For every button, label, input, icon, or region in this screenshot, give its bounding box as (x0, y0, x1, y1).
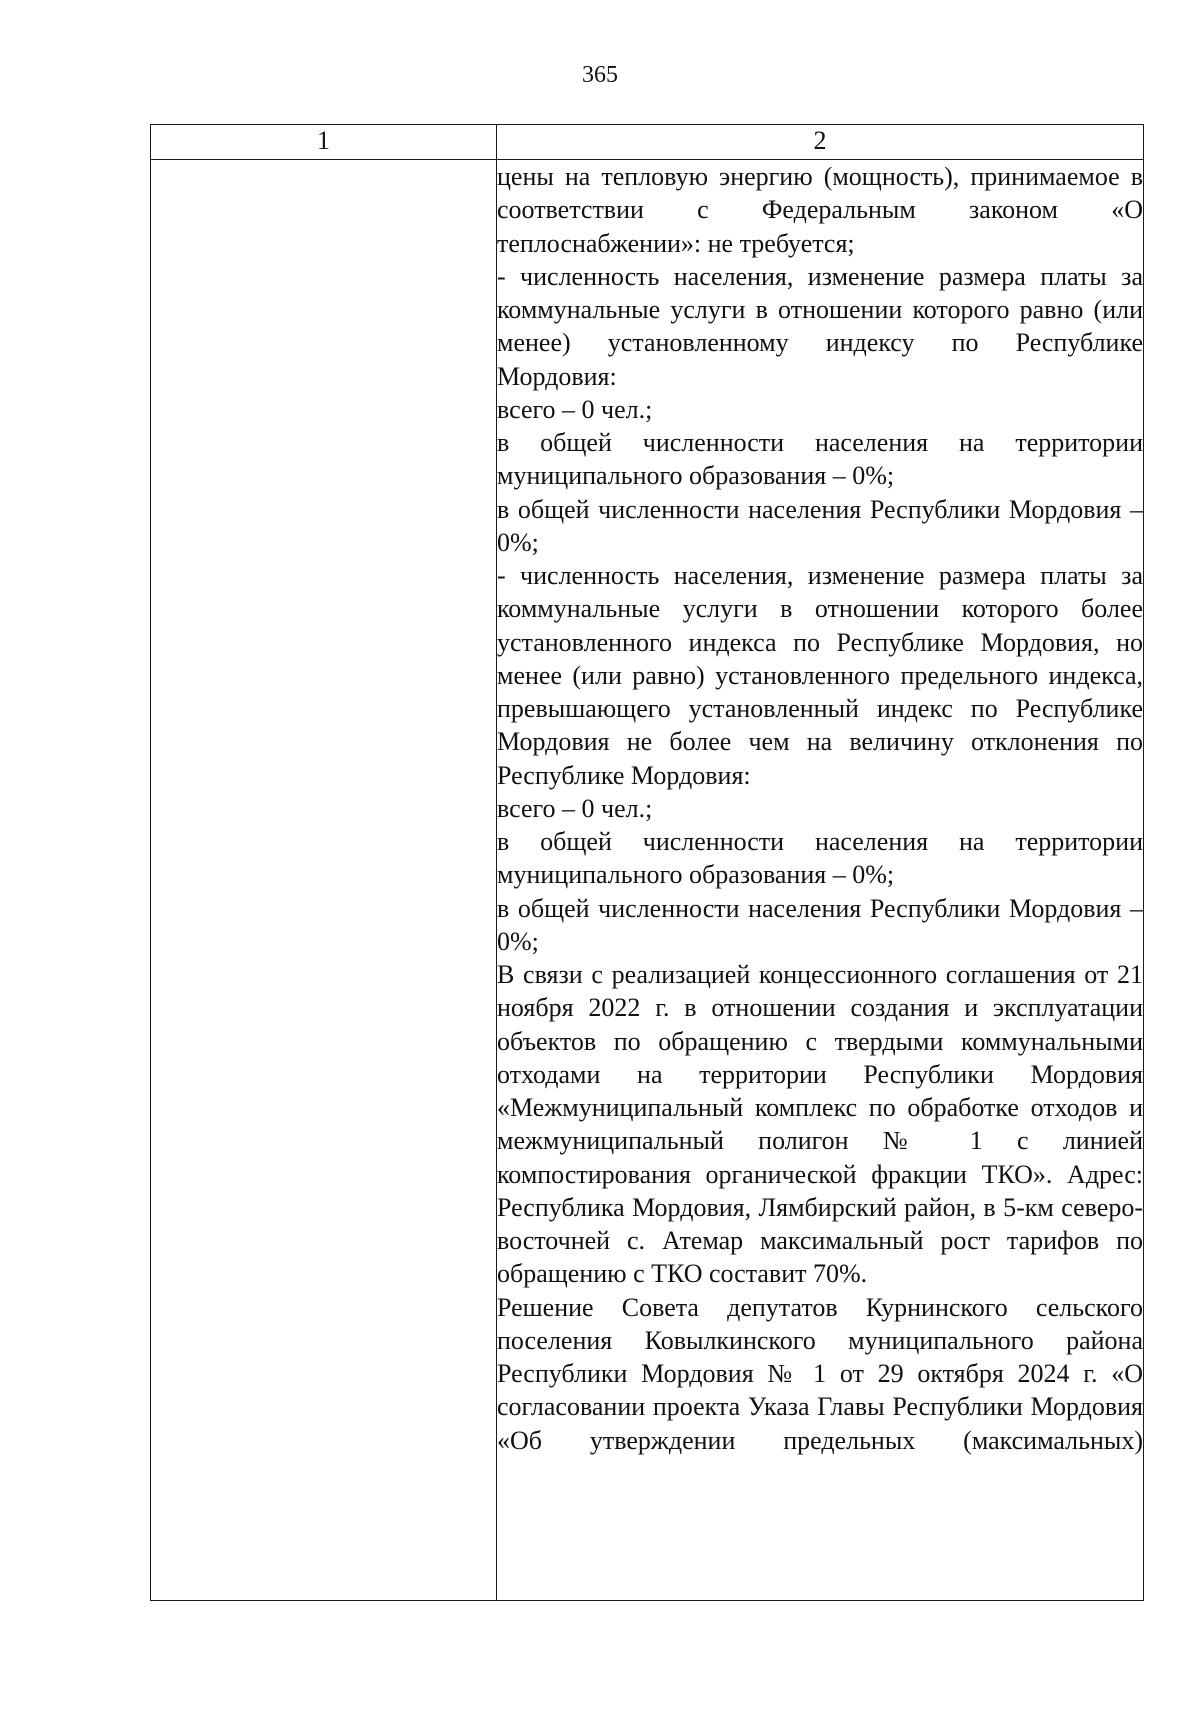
paragraph-municipal-share-1: в общей численности населения на территории муниципального образования – 0%; (497, 428, 1143, 491)
paragraph-population-above-index: - численность населения, изменение размера платы за коммунальные услуги в отношении которого более установленного индекса по Республике Мордовия, но менее (или равно) установленного предельного индекса, превышающего установленный индекс по Республике Мордовия не более чем на величину отклонения по Республике Мордовия: (497, 561, 1143, 790)
column-header-1: 1 (151, 125, 497, 160)
column-2-cell (497, 160, 1144, 1601)
paragraph-republic-share-1: в общей численности населения Республики Мордовия – 0%; (497, 494, 1143, 557)
page-number: 365 (582, 62, 618, 88)
paragraph-total-1: всего – 0 чел.; (497, 394, 653, 424)
paragraph-population-equal-index: - численность населения, изменение размера платы за коммунальные услуги в отношении которого равно (или менее) установленному индексу по Республике Мордовия: (497, 261, 1143, 391)
table-row (151, 160, 1144, 1601)
table-header-row (151, 125, 1144, 160)
paragraph-heat-price: цены на тепловую энергию (мощность), принимаемое в соответствии с Федеральным законом «О теплоснабжении»: не требуется; (497, 162, 1143, 258)
paragraph-republic-share-2: в общей численности населения Республики Мордовия – 0%; (497, 893, 1143, 956)
paragraph-council-decision: Решение Совета депутатов Курнинского сельского поселения Ковылкинского муниципального района Республики Мордовия № 1 от 29 октября 2024 г. «О согласовании проекта Указа Главы Республики Мордовия «Об утверждении предельных (максимальных) (497, 1292, 1143, 1455)
column-header-2: 2 (497, 125, 1144, 160)
paragraph-concession-agreement: В связи с реализацией концессионного соглашения от 21 ноября 2022 г. в отношении создания и эксплуатации объектов по обращению с твердыми коммунальными отходами на территории Республики Мордовия «Межмуниципальный комплекс по обработке отходов и межмуниципальный полигон № 1 с линией компостирования органической фракции ТКО». Адрес: Республика Мордовия, Лямбирский район, в 5-км северо-восточней с. Атемар максимальный рост тарифов по обращению с ТКО составит 70%. (497, 960, 1143, 1289)
paragraph-total-2: всего – 0 чел.; (497, 793, 653, 823)
paragraph-municipal-share-2: в общей численности населения на территории муниципального образования – 0%; (497, 827, 1143, 890)
document-table (150, 124, 1144, 1601)
column-1-cell (151, 160, 497, 1601)
